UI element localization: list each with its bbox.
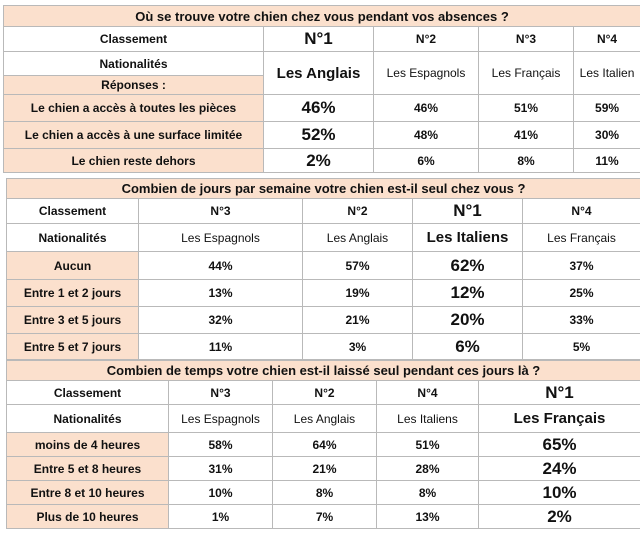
table-row: [7, 457, 640, 481]
table-dog-location: [3, 5, 640, 173]
value-cell: 52%: [264, 122, 374, 149]
nationality-cell: Les Italiens: [413, 224, 523, 252]
rank-label: Classement: [7, 381, 169, 405]
value-cell: 11%: [574, 149, 640, 173]
table-row: [7, 252, 640, 280]
nationality-row: [7, 224, 640, 252]
value-cell: 62%: [413, 252, 523, 280]
value-cell: 64%: [273, 433, 377, 457]
nationality-label: Nationalités: [7, 224, 139, 252]
rank-cell: N°4: [377, 381, 479, 405]
table-row: [7, 433, 640, 457]
value-cell: 65%: [479, 433, 640, 457]
table-title: Où se trouve votre chien chez vous pendant vos absences ?: [4, 6, 640, 27]
table-row: [4, 95, 640, 122]
table-row: [7, 505, 640, 529]
value-cell: 51%: [377, 433, 479, 457]
rank-row: [4, 27, 640, 52]
value-cell: 8%: [377, 481, 479, 505]
value-cell: 46%: [374, 95, 479, 122]
row-label: Entre 8 et 10 heures: [7, 481, 169, 505]
nationality-cell: Les Espagnols: [169, 405, 273, 433]
value-cell: 32%: [139, 307, 303, 334]
value-cell: 12%: [413, 280, 523, 307]
row-label: Plus de 10 heures: [7, 505, 169, 529]
value-cell: 21%: [303, 307, 413, 334]
value-cell: 2%: [479, 505, 640, 529]
table-row: [7, 307, 640, 334]
rank-cell: N°2: [374, 27, 479, 52]
value-cell: 13%: [377, 505, 479, 529]
value-cell: 59%: [574, 95, 640, 122]
value-cell: 31%: [169, 457, 273, 481]
rank-label: Classement: [4, 27, 264, 52]
row-label: Entre 3 et 5 jours: [7, 307, 139, 334]
row-label: Le chien a accès à toutes les pièces: [4, 95, 264, 122]
value-cell: 2%: [264, 149, 374, 173]
value-cell: 11%: [139, 334, 303, 360]
table-row: [7, 481, 640, 505]
value-cell: 6%: [374, 149, 479, 173]
value-cell: 41%: [479, 122, 574, 149]
value-cell: 37%: [523, 252, 640, 280]
row-label: moins de 4 heures: [7, 433, 169, 457]
rank-row: [7, 381, 640, 405]
table-days-alone: [6, 178, 640, 360]
value-cell: 13%: [139, 280, 303, 307]
value-cell: 58%: [169, 433, 273, 457]
value-cell: 25%: [523, 280, 640, 307]
row-label: Entre 1 et 2 jours: [7, 280, 139, 307]
nationality-label: Nationalités: [4, 52, 264, 76]
value-cell: 7%: [273, 505, 377, 529]
table-hours-alone: [6, 360, 640, 529]
rank-cell: N°1: [413, 199, 523, 224]
table-row: [4, 122, 640, 149]
row-label: Le chien a accès à une surface limitée: [4, 122, 264, 149]
value-cell: 48%: [374, 122, 479, 149]
table-title-row: [7, 361, 640, 381]
rank-cell: N°4: [574, 27, 640, 52]
value-cell: 8%: [273, 481, 377, 505]
value-cell: 51%: [479, 95, 574, 122]
nationality-cell: Les Anglais: [303, 224, 413, 252]
nationality-cell: Les Français: [479, 405, 640, 433]
rank-cell: N°3: [479, 27, 574, 52]
rank-cell: N°2: [273, 381, 377, 405]
value-cell: 3%: [303, 334, 413, 360]
value-cell: 46%: [264, 95, 374, 122]
rank-label: Classement: [7, 199, 139, 224]
row-label: Entre 5 et 8 heures: [7, 457, 169, 481]
value-cell: 57%: [303, 252, 413, 280]
table-row: [7, 334, 640, 360]
rank-cell: N°2: [303, 199, 413, 224]
nationality-cell: Les Anglais: [273, 405, 377, 433]
nationality-cell: Les Français: [523, 224, 640, 252]
rank-cell: N°1: [264, 27, 374, 52]
rank-cell: N°3: [139, 199, 303, 224]
table-title: Combien de temps votre chien est-il laissé seul pendant ces jours là ?: [7, 361, 640, 381]
row-label: Le chien reste dehors: [4, 149, 264, 173]
value-cell: 21%: [273, 457, 377, 481]
responses-label: Réponses :: [4, 76, 264, 95]
table-row: [4, 149, 640, 173]
value-cell: 5%: [523, 334, 640, 360]
nationality-row: [7, 405, 640, 433]
rank-cell: N°4: [523, 199, 640, 224]
table-title-row: [7, 179, 640, 199]
value-cell: 28%: [377, 457, 479, 481]
nationality-label: Nationalités: [7, 405, 169, 433]
nationality-cell: Les Anglais: [264, 52, 374, 95]
nationality-cell: Les Espagnols: [374, 52, 479, 95]
value-cell: 10%: [169, 481, 273, 505]
row-label: Entre 5 et 7 jours: [7, 334, 139, 360]
nationality-cell: Les Italien: [574, 52, 640, 95]
value-cell: 8%: [479, 149, 574, 173]
nationality-row: [4, 52, 640, 76]
table-row: [7, 280, 640, 307]
value-cell: 10%: [479, 481, 640, 505]
nationality-cell: Les Espagnols: [139, 224, 303, 252]
value-cell: 19%: [303, 280, 413, 307]
nationality-cell: Les Français: [479, 52, 574, 95]
value-cell: 24%: [479, 457, 640, 481]
nationality-cell: Les Italiens: [377, 405, 479, 433]
value-cell: 33%: [523, 307, 640, 334]
rank-cell: N°3: [169, 381, 273, 405]
row-label: Aucun: [7, 252, 139, 280]
rank-cell: N°1: [479, 381, 640, 405]
table-title-row: [4, 6, 640, 27]
table-title: Combien de jours par semaine votre chien est-il seul chez vous ?: [7, 179, 640, 199]
rank-row: [7, 199, 640, 224]
value-cell: 6%: [413, 334, 523, 360]
value-cell: 20%: [413, 307, 523, 334]
value-cell: 44%: [139, 252, 303, 280]
value-cell: 1%: [169, 505, 273, 529]
value-cell: 30%: [574, 122, 640, 149]
